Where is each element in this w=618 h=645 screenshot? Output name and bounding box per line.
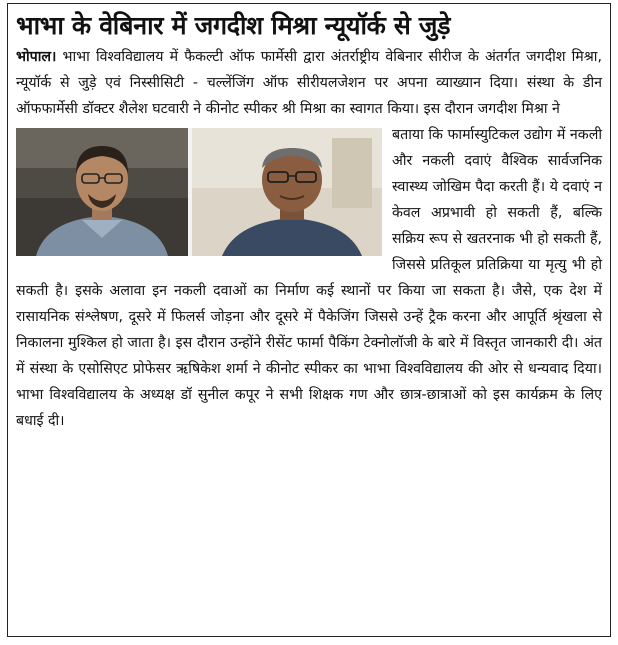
paragraph-main: बताया कि फार्मास्युटिकल उद्योग में नकली और नकली दवाएं वैश्विक सार्वजनिक स्वास्थ्य जोखिम पैदा करती हैं। ये दवाएं न केवल अप्रभावी हो सकती हैं, बल्कि सक्रिय रूप से खतरनाक भी हो सकती हैं, जिससे प्रतिकूल प्रतिक्रिया या मृत्यु भी हो सकती है। इसके अलावा इन नकली दवाओं का निर्माण कई स्थानों पर किया जा सकता है। जैसे, एक देश में रासायनिक संश्लेषण, दूसरे में फिलर्स जोड़ना और दूसरे में पैकेजिंग जिससे उन्हें ट्रैक करना और आपूर्ति श्रृंखला से निकालना मुश्किल हो जाता है। इस दौरान उन्होंने रीसेंट फार्मा पैकिंग टेक्नोलॉजी के बारे में विस्तृत जानकारी दी। अंत में संस्था के एसोसिएट प्रोफेसर ऋषिकेश शर्मा ने कीनोट स्पीकर का भाभा विश्वविद्यालय की ओर से धन्यवाद दिया। भाभा विश्वविद्यालय के अध्यक्ष डॉ सुनील कपूर ने सभी शिक्षक गण और छात्र-छात्राओं को इस कार्यक्रम के लिए बधाई दी। <box>16 127 602 429</box>
webinar-screenshot-photo <box>16 128 382 256</box>
article-body <box>16 44 602 434</box>
intro-text: भाभा विश्वविद्यालय में फैकल्टी ऑफ फार्मेसी द्वारा अंतर्राष्ट्रीय वेबिनार सीरीज के अंतर्गत जगदीश मिश्रा, न्यूयॉर्क से जुड़े एवं निस्सीसिटी - चल्लेंजिंग ऑफ सीरीयलजेशन पर अपना व्याख्यान दिया। संस्था के डीन ऑफफार्मेसी डॉक्टर शैलेश घटवारी ने कीनोट स्पीकर श्री मिश्रा का स्वागत किया। इस दौरान जगदीश मिश्रा ने <box>16 49 602 117</box>
speaker-video-left <box>16 128 188 256</box>
headline: भाभा के वेबिनार में जगदीश मिश्रा न्यूयॉर्क से जुड़े <box>16 11 451 40</box>
person-left-icon <box>16 128 188 256</box>
dateline: भोपाल। <box>16 49 57 65</box>
person-right-icon <box>192 128 382 256</box>
news-clipping <box>7 3 611 637</box>
speaker-video-right <box>192 128 382 256</box>
paragraph-intro <box>16 44 602 122</box>
